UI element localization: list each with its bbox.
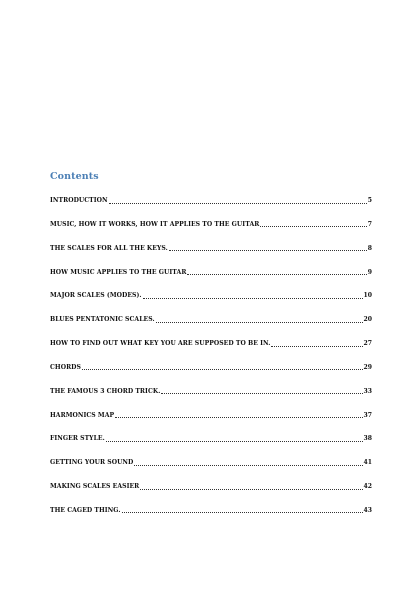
toc-entry[interactable]	[50, 316, 372, 340]
toc-entry[interactable]	[50, 483, 372, 507]
toc-dot-leader	[134, 459, 362, 466]
toc-entry-page-number: 27	[363, 340, 372, 348]
toc-dot-leader	[271, 340, 362, 347]
toc-entry-page-number: 33	[363, 387, 372, 395]
toc-entry-page-number: 43	[363, 506, 372, 514]
toc-entry[interactable]	[50, 412, 372, 436]
toc-entry-title: THE CAGED THING.	[50, 506, 121, 514]
toc-dot-leader	[106, 435, 363, 442]
toc-dot-leader	[82, 363, 363, 370]
toc-entry-page-number: 5	[367, 197, 372, 204]
toc-entry-title: MAKING SCALES EASIER	[50, 483, 140, 491]
toc-dot-leader	[143, 292, 363, 299]
toc-entry[interactable]	[50, 435, 372, 459]
toc-entry[interactable]	[50, 507, 372, 531]
toc-entry-title: HARMONICS MAP	[50, 411, 115, 419]
toc-entry-page-number: 38	[363, 435, 372, 443]
toc-entry[interactable]	[50, 388, 372, 412]
toc-dot-leader	[115, 411, 362, 418]
toc-entry-title: THE FAMOUS 3 CHORD TRICK.	[50, 387, 161, 395]
toc-entry-page-number: 37	[363, 411, 372, 419]
toc-entry-title: BLUES PENTATONIC SCALES.	[50, 316, 155, 324]
toc-entry-page-number: 7	[367, 220, 372, 228]
toc-entry-title: INTRODUCTION	[50, 197, 108, 204]
toc-entry[interactable]	[50, 292, 372, 316]
toc-entry[interactable]	[50, 459, 372, 483]
toc-entry-title: MUSIC, HOW IT WORKS, HOW IT APPLIES TO THE GUITAR	[50, 220, 260, 228]
toc-entry-page-number: 29	[363, 363, 372, 371]
toc-entry[interactable]	[50, 364, 372, 388]
toc-entry[interactable]	[50, 340, 372, 364]
toc-dot-leader	[122, 506, 363, 513]
toc-entry-title: THE SCALES FOR ALL THE KEYS.	[50, 244, 168, 252]
toc-entry[interactable]	[50, 269, 372, 293]
toc-entry-title: FINGER STYLE.	[50, 435, 105, 443]
toc-dot-leader	[109, 197, 367, 204]
toc-entry-title: HOW MUSIC APPLIES TO THE GUITAR	[50, 268, 187, 276]
toc-entry-page-number: 8	[367, 244, 372, 252]
toc-dot-leader	[161, 387, 362, 394]
toc-entry-page-number: 9	[367, 268, 372, 276]
toc-entry[interactable]	[50, 221, 372, 245]
contents-heading: Contents	[50, 171, 99, 182]
toc-dot-leader	[260, 220, 366, 227]
toc-entry[interactable]	[50, 197, 372, 221]
toc-entry[interactable]	[50, 245, 372, 269]
toc-entry-page-number: 42	[363, 483, 372, 491]
table-of-contents	[50, 197, 372, 531]
toc-dot-leader	[169, 244, 367, 251]
toc-entry-title: MAJOR SCALES (MODES).	[50, 292, 142, 300]
toc-dot-leader	[187, 268, 366, 275]
toc-entry-page-number: 20	[363, 316, 372, 324]
toc-entry-page-number: 41	[363, 459, 372, 467]
toc-entry-page-number: 10	[363, 292, 372, 300]
toc-dot-leader	[156, 316, 363, 323]
toc-entry-title: GETTING YOUR SOUND	[50, 459, 134, 467]
toc-dot-leader	[140, 483, 362, 490]
toc-entry-title: HOW TO FIND OUT WHAT KEY YOU ARE SUPPOSED TO BE IN.	[50, 340, 271, 348]
toc-entry-title: CHORDS	[50, 363, 81, 371]
